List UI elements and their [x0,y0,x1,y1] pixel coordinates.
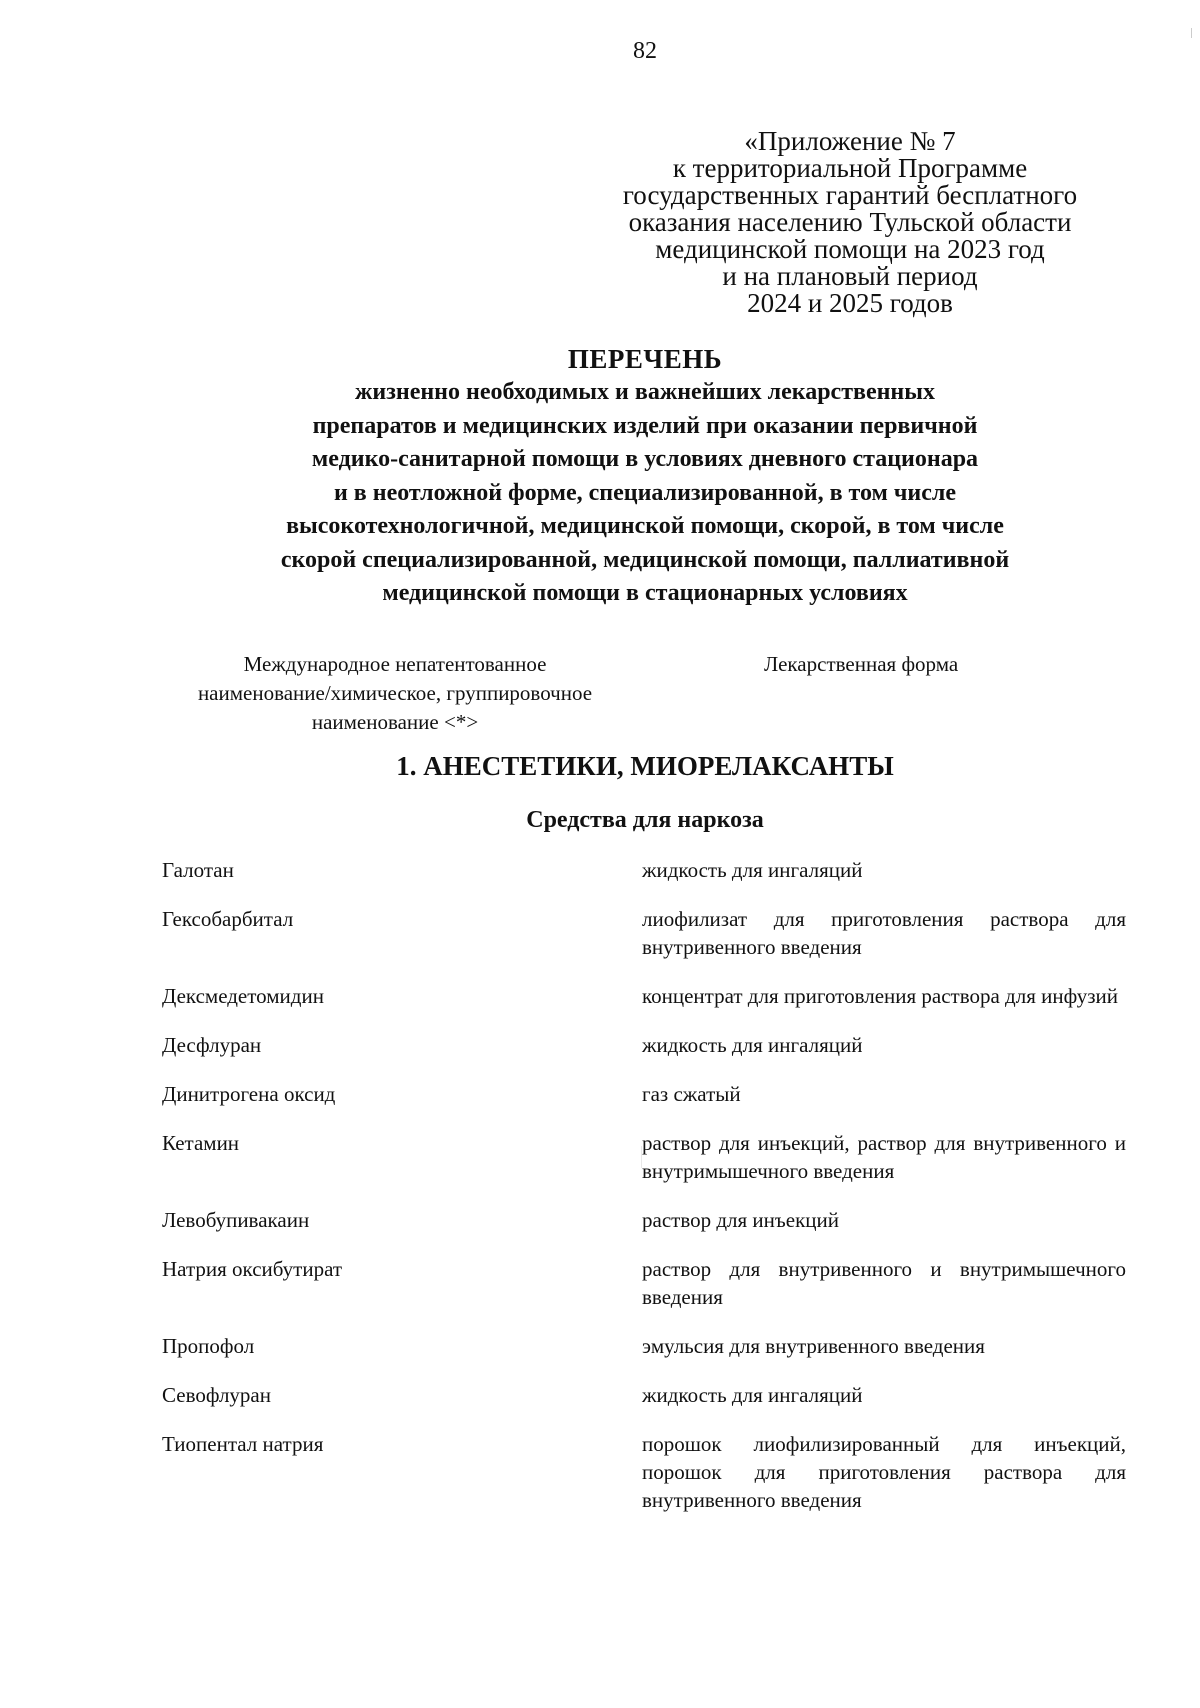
document-title: ПЕРЕЧЕНЬ [567,344,723,374]
drug-name: Левобупивакаин [162,1208,310,1232]
drug-name: Динитрогена оксид [162,1082,336,1106]
appendix-line: «Приложение № 7 [744,126,956,156]
drug-form: раствор для инъекций [642,1208,839,1232]
table-row [162,982,1126,1010]
appendix-line: к территориальной Программе [672,153,1028,183]
table-row [162,1332,1126,1360]
subtitle-line: и в неотложной форме, специализированной, в том числе [333,479,957,506]
subsection-title: Средства для наркоза [526,807,764,833]
drug-name: Пропофол [162,1334,255,1358]
drug-form: эмульсия для внутривенного введения [642,1334,985,1358]
drug-form: жидкость для ингаляций [642,858,863,882]
column-header-name-line: Международное непатентованное [243,652,547,676]
appendix-line: медицинской помощи на 2023 год [655,234,1045,264]
section-title: 1. АНЕСТЕТИКИ, МИОРЕЛАКСАНТЫ [396,751,894,781]
drug-name: Тиопентал натрия [162,1432,324,1456]
drug-name: Севофлуран [162,1383,271,1407]
subtitle-line: скорой специализированной, медицинской помощи, паллиативной [280,546,1010,573]
subtitle-line: медико-санитарной помощи в условиях дневного стационара [311,446,979,472]
column-header-form: Лекарственная форма [764,652,959,676]
drug-name: Галотан [162,858,234,882]
drug-form: порошок лиофилизированный для инъекций, порошок для приготовления раствора для внутривенного введения [642,1432,1126,1512]
drug-name: Гексобарбитал [162,907,294,931]
appendix-line: государственных гарантий бесплатного [622,180,1078,210]
drug-name: Натрия оксибутират [162,1257,343,1281]
column-header-name-line: наименование/химическое, группировочное [197,681,593,705]
document-subtitle [0,376,1200,611]
subtitle-line: жизненно необходимых и важнейших лекарственных [355,379,935,405]
appendix-line: оказания населению Тульской области [628,207,1072,237]
table-row [162,1206,1126,1234]
table-row [162,1031,1126,1059]
drug-name: Десфлуран [162,1033,262,1057]
column-header-name-line: наименование <*> [311,710,479,734]
subtitle-line: медицинской помощи в стационарных условиях [382,580,908,606]
subtitle-line: препаратов и медицинских изделий при оказании первичной [312,412,978,439]
appendix-line: 2024 и 2025 годов [747,288,953,318]
drug-name: Дексмедетомидин [162,984,324,1008]
table-row [162,856,1126,884]
drug-form: газ сжатый [642,1082,741,1106]
subtitle-line: высокотехнологичной, медицинской помощи, скорой, в том числе [286,513,1004,539]
table-row [162,905,1126,961]
scan-edge-mark [1191,28,1192,38]
column-header-name [155,650,635,737]
table-row [162,1129,1126,1185]
table-row [162,1255,1126,1311]
drug-table [162,856,1126,1514]
drug-form: концентрат для приготовления раствора для инфузий [642,984,1118,1008]
drug-form: жидкость для ингаляций [642,1033,863,1057]
table-row [162,1430,1126,1514]
page-number: 82 [633,38,657,64]
drug-form: жидкость для ингаляций [642,1383,863,1407]
drug-name: Кетамин [162,1131,240,1155]
drug-form: лиофилизат для приготовления раствора для внутривенного введения [642,907,1126,959]
drug-form: раствор для внутривенного и внутримышечного введения [642,1257,1126,1309]
drug-form: раствор для инъекций, раствор для внутривенного и внутримышечного введения [642,1131,1126,1183]
table-row [162,1080,1126,1108]
appendix-header [560,128,1140,317]
appendix-line: и на плановый период [722,261,978,291]
table-row [162,1381,1126,1409]
